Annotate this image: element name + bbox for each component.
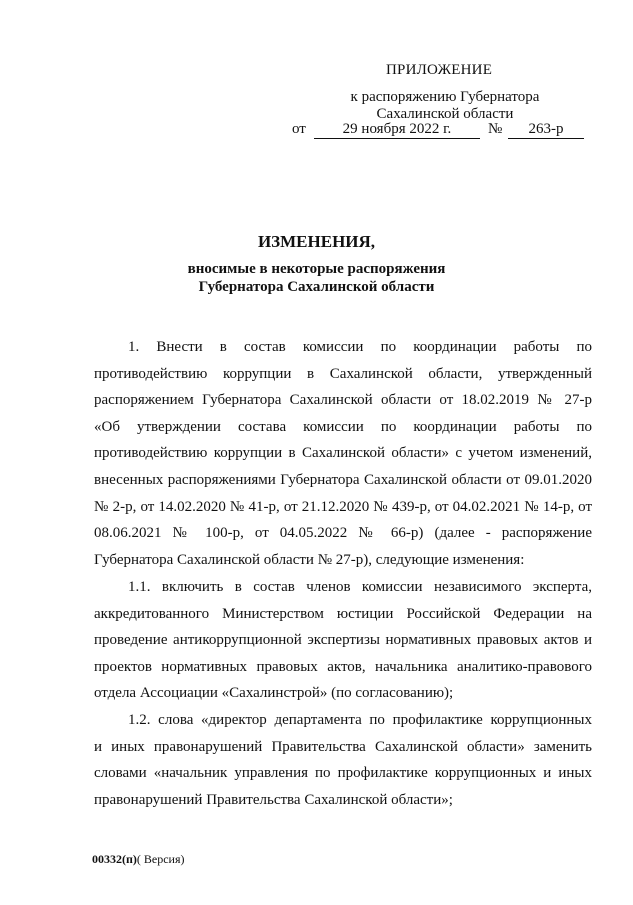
text-line: 1.2. слова «директор департамента по профилактике коррупционных [128, 712, 592, 728]
paragraph-1-1 [94, 574, 592, 707]
doc-title: ИЗМЕНЕНИЯ, [257, 232, 376, 251]
text-line: 08.06.2021 № 100-р, от 04.05.2022 № 66-р) (далее - распоряжение [94, 525, 592, 542]
text-line: правонарушений Правительства Сахалинской области»; [94, 791, 453, 808]
text-line: проектов нормативных правовых актов, начальника аналитико-правового [94, 658, 592, 675]
number-label: № [488, 121, 503, 137]
text-line: № 2-р, от 14.02.2020 № 41-р, от 21.12.2020 № 439-р, от 04.02.2021 № 14-р, от [94, 498, 592, 515]
order-date: 29 ноября 2022 г. [314, 121, 480, 139]
text-line: внесенных распоряжениями Губернатора Сахалинской области от 09.01.2020 [94, 471, 592, 488]
text-line: словами «начальник управления по профилактике коррупционных и иных [94, 765, 592, 782]
text-line: «Об утверждении состава комиссии по координации работы по [94, 418, 592, 435]
text-line: противодействию коррупции в Сахалинской области» с учетом изменений, [94, 445, 592, 462]
text-line: 1.1. включить в состав членов комиссии независимого эксперта, [128, 579, 592, 595]
order-number: 263-р [508, 121, 584, 139]
text-line: распоряжением Губернатора Сахалинской области от 18.02.2019 № 27-р [94, 392, 592, 409]
footer-code: 00332(п) [92, 852, 137, 866]
text-line: отдела Ассоциации «Сахалинстрой» (по согласованию); [94, 685, 454, 702]
paragraph-1-2 [94, 707, 592, 813]
text-line: Губернатора Сахалинской области № 27-р), следующие изменения: [94, 551, 525, 568]
text-line: противодействию коррупции в Сахалинской области, утвержденный [94, 365, 592, 382]
text-line: аккредитованного Министерством юстиции Российской Федерации на [94, 605, 592, 622]
text-line: и иных правонарушений Правительства Сахалинской области» заменить [94, 738, 592, 755]
appendix-heading: ПРИЛОЖЕНИЕ [386, 62, 493, 78]
from-label: от [292, 121, 306, 137]
text-line: проведение антикоррупционной экспертизы нормативных правовых актов и [94, 632, 592, 649]
order-date-row [292, 121, 592, 143]
appendix-region-line: Сахалинской области [376, 106, 514, 122]
appendix-order-line: к распоряжению Губернатора [350, 89, 540, 105]
doc-subtitle-2: Губернатора Сахалинской области [198, 279, 435, 295]
paragraph-1 [94, 334, 592, 573]
footer-version: ( Версия) [136, 852, 185, 866]
document-footer [92, 852, 185, 867]
doc-subtitle-1: вносимые в некоторые распоряжения [187, 261, 446, 277]
text-line: 1. Внести в состав комиссии по координации работы по [128, 339, 592, 355]
